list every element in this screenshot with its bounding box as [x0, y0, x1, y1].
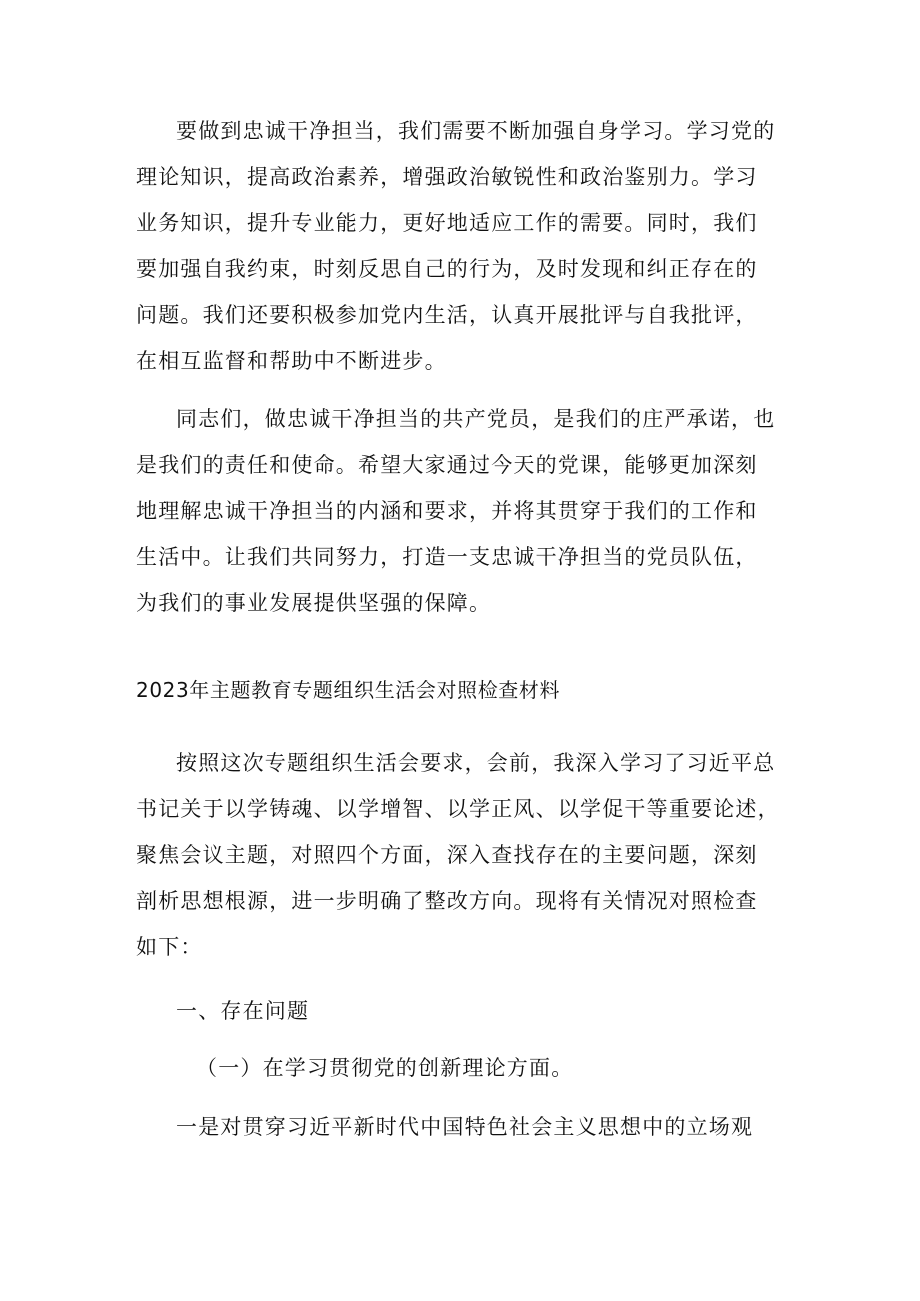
document-title: 2023年主题教育专题组织生活会对照检查材料	[136, 678, 561, 702]
paragraph-3-line-2: 书记关于以学铸魂、以学增智、以学正风、以学促干等重要论述，	[136, 797, 780, 821]
paragraph-3-line-1: 按照这次专题组织生活会要求，会前，我深入学习了习近平总	[176, 751, 776, 775]
paragraph-4-line-1: 一是对贯穿习近平新时代中国特色社会主义思想中的立场观	[176, 1115, 754, 1139]
paragraph-1-line-1: 要做到忠诚干净担当，我们需要不断加强自身学习。学习党的	[176, 119, 776, 143]
paragraph-2-line-3: 地理解忠诚干净担当的内涵和要求，并将其贯穿于我们的工作和	[136, 499, 758, 523]
paragraph-2-line-5: 为我们的事业发展提供坚强的保障。	[136, 591, 492, 615]
paragraph-1-line-2: 理论知识，提高政治素养，增强政治敏锐性和政治鉴别力。学习	[136, 165, 758, 189]
paragraph-2-line-2: 是我们的责任和使命。希望大家通过今天的党课，能够更加深刻	[136, 453, 758, 477]
paragraph-2-line-1: 同志们，做忠诚干净担当的共产党员，是我们的庄严承诺，也	[176, 407, 776, 431]
paragraph-1-line-5: 问题。我们还要积极参加党内生活，认真开展批评与自我批评，	[136, 303, 758, 327]
paragraph-1-line-4: 要加强自我约束，时刻反思自己的行为，及时发现和纠正存在的	[136, 257, 758, 281]
subsection-heading: （一）在学习贯彻党的创新理论方面。	[196, 1056, 574, 1080]
section-heading: 一、存在问题	[176, 999, 310, 1023]
paragraph-3-line-5: 如下：	[136, 935, 203, 959]
paragraph-1-line-3: 业务知识，提升专业能力，更好地适应工作的需要。同时，我们	[136, 211, 758, 235]
paragraph-3-line-4: 剖析思想根源，进一步明确了整改方向。现将有关情况对照检查	[136, 889, 758, 913]
paragraph-1-line-6: 在相互监督和帮助中不断进步。	[136, 349, 447, 373]
paragraph-2-line-4: 生活中。让我们共同努力，打造一支忠诚干净担当的党员队伍，	[136, 545, 758, 569]
paragraph-3-line-3: 聚焦会议主题，对照四个方面，深入查找存在的主要问题，深刻	[136, 843, 758, 867]
